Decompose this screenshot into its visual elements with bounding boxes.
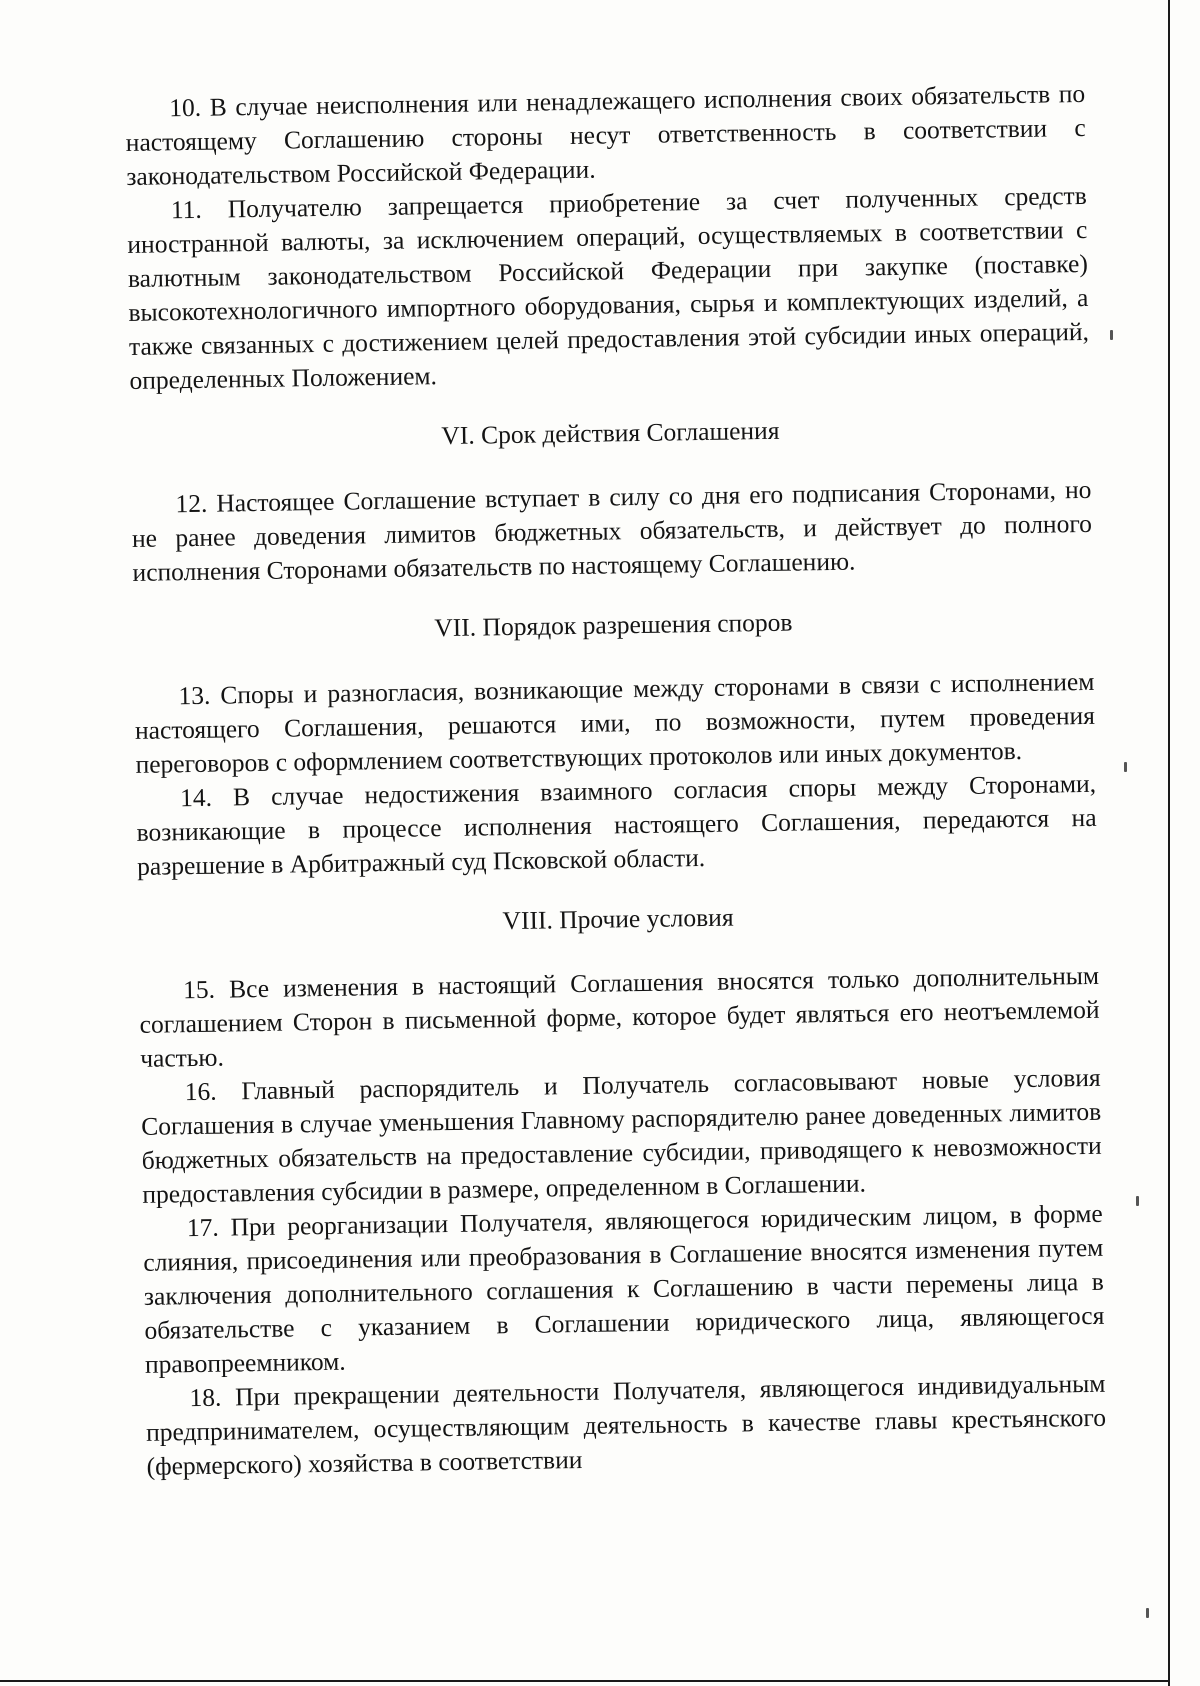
section-heading-6: VI. Срок действия Соглашения [441,415,780,451]
paragraph-18: 18. При прекращении деятельности Получателя, являющегося индивидуальным предпринимателем, осуществляющим деятельность в качестве главы крестьянского (фермерского) хозяйства в соответствии [145,1368,1107,1481]
paragraph-14: 14. В случае недостижения взаимного согласия споры между Сторонами, возникающие в процессе исполнения настоящего Соглашения, передаются на разрешение в Арбитражный суд Псковской области. [136,768,1097,881]
paragraph-12: 12. Настоящее Соглашение вступает в силу со дня его подписания Сторонами, но не ранее доведения лимитов бюджетных обязательств, и действует до полного исполнения Сторонами обязательств по настоящему Соглашению. [131,474,1093,587]
scan-mark [1136,1196,1139,1206]
paragraph-13: 13. Споры и разногласия, возникающие между сторонами в связи с исполнением настоящего Соглашения, решаются ими, по возможности, путем проведения переговоров с оформлением соответствующих протоколов или иных документов. [134,666,1096,779]
section-heading-8: VIII. Прочие условия [502,902,734,936]
scan-mark [1124,762,1127,772]
section-heading-7: VII. Порядок разрешения споров [434,607,793,643]
scan-mark [1146,1608,1149,1618]
paragraph-16: 16. Главный распорядитель и Получатель согласовывают новые условия Соглашения в случае уменьшения Главному распорядителю ранее доведенных лимитов бюджетных обязательств на предоставление субсидии, приводящего к невозможности предоставления субсидии в размере, определенном в Соглашении. [141,1062,1102,1209]
scan-mark [1110,330,1113,340]
page-bottom-border [0,1680,1170,1682]
paragraph-15: 15. Все изменения в настоящий Соглашения вносятся только дополнительным соглашением Сторон в письменной форме, которое будет являться его неотъемлемой частью. [139,960,1100,1073]
document-body [125,77,1107,1484]
paragraph-11: 11. Получателю запрещается приобретение за счет полученных средств иностранной валюты, за исключением операций, осуществляемых в соответствии с валютным законодательством Российской Федерации при закупке (поставке) высокотехнологичного импортного оборудования, сырья и комплектующих изделий, а также связанных с достижением целей предоставления этой субсидии иных операций, определенных Положением. [127,180,1090,395]
paragraph-10: 10. В случае неисполнения или ненадлежащего исполнения своих обязательств по настоящему Соглашению стороны несут ответственность в соответствии с законодательством Российской Федерации. [125,78,1086,191]
paragraph-17: 17. При реорганизации Получателя, являющегося юридическим лицом, в форме слияния, присоединения или преобразования в Соглашение вносятся изменения путем заключения дополнительного соглашения к Соглашению в части перемены лица в обязательстве с указанием в Соглашении юридического лица, являющегося правопреемником. [143,1198,1105,1379]
page-right-border [1168,0,1170,1686]
